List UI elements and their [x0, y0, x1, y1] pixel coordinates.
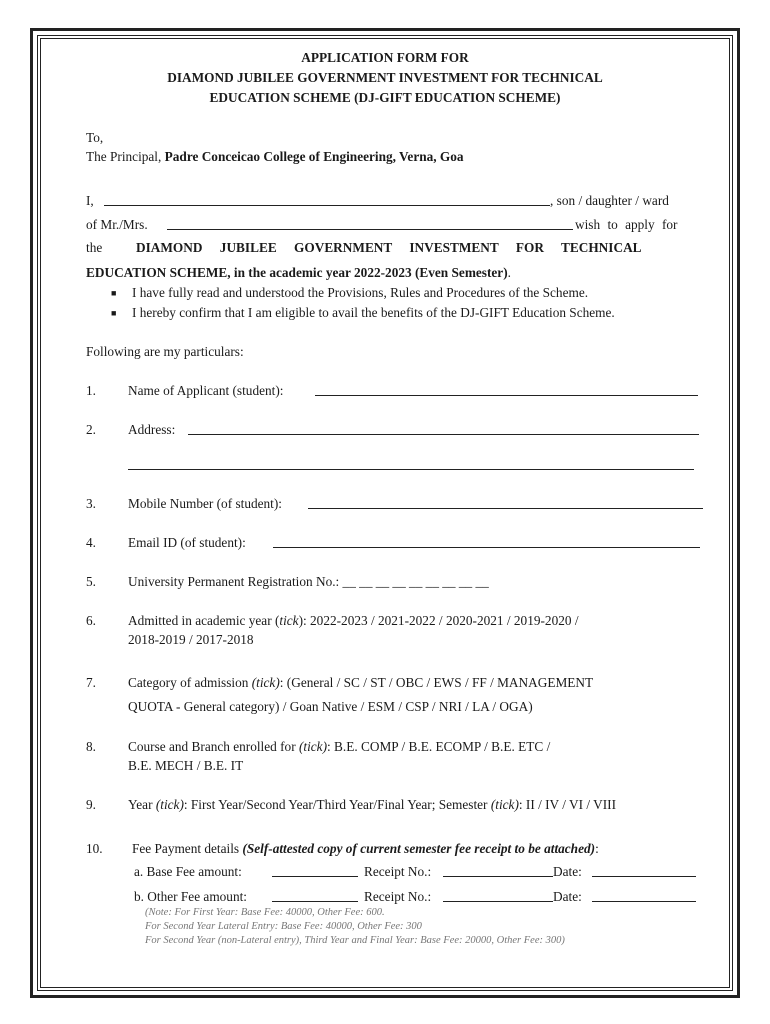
principal-prefix: The Principal,: [86, 149, 165, 164]
applicant-name-field[interactable]: [315, 383, 698, 396]
base-fee-label: a. Base Fee amount:: [134, 864, 242, 879]
fee-note-3: For Second Year (non-Lateral entry), Third Year and Final Year: Base Fee: 20000, Other Fee: 300): [145, 935, 565, 946]
declaration-the: the: [86, 240, 103, 255]
other-fee-field[interactable]: [272, 889, 358, 902]
salutation-to: To,: [86, 130, 104, 145]
applicant-name-label: Name of Applicant (student):: [128, 383, 284, 398]
item-number: 4.: [86, 535, 96, 550]
form-title-line1: APPLICATION FORM FOR: [301, 50, 469, 65]
admitted-year-options: ): 2022-2023 / 2021-2022 / 2020-2021 / 2019-2020 /: [298, 613, 579, 628]
declaration-bullet-1: I have fully read and understood the Provisions, Rules and Procedures of the Scheme.: [132, 285, 589, 300]
declaration-wish: wish to apply for: [575, 217, 678, 232]
semester-options: : II / IV / VI / VIII: [518, 797, 617, 812]
fee-attach-note: (Self-attested copy of current semester fee receipt to be attached): [242, 841, 596, 856]
scheme-name-line2: [86, 265, 511, 281]
item-number: 2.: [86, 422, 96, 437]
admitted-year-line2: 2018-2019 / 2017-2018: [128, 632, 254, 647]
base-fee-date-field[interactable]: [592, 864, 696, 877]
registration-no-label: University Permanent Registration No.: __ __ __ __ __ __ __ __ __: [128, 574, 489, 589]
admitted-year-pre: Admitted in academic year (: [128, 613, 280, 628]
particulars-heading: Following are my particulars:: [86, 344, 244, 359]
base-fee-date-label: Date:: [553, 864, 582, 879]
mobile-field[interactable]: [308, 496, 703, 509]
fee-note-2: For Second Year Lateral Entry: Base Fee: 40000, Other Fee: 300: [145, 921, 422, 932]
other-fee-receipt-field[interactable]: [443, 889, 553, 902]
category-line2: QUOTA - General category) / Goan Native / ESM / CSP / NRI / LA / OGA): [128, 699, 533, 714]
tick-note: (tick): [251, 675, 280, 690]
form-title-line3: EDUCATION SCHEME (DJ-GIFT EDUCATION SCHEME): [209, 90, 561, 105]
item-number: 10.: [86, 841, 103, 856]
category-line1: [128, 675, 593, 691]
scheme-name-part2: EDUCATION SCHEME, in the academic year 2022-2023 (Even Semester): [86, 265, 508, 280]
email-label: Email ID (of student):: [128, 535, 246, 550]
year-semester-line: [128, 797, 616, 813]
declaration-parent-label: of Mr./Mrs.: [86, 217, 148, 232]
mobile-label: Mobile Number (of student):: [128, 496, 282, 511]
item-number: 7.: [86, 675, 96, 690]
declaration-i-label: I,: [86, 193, 94, 208]
fee-payment-heading: [132, 841, 599, 857]
other-fee-receipt-label: Receipt No.:: [364, 889, 432, 904]
scheme-period: .: [507, 265, 511, 280]
address-label: Address:: [128, 422, 176, 437]
bullet-icon: ■: [111, 288, 117, 298]
tick-note: (tick): [155, 797, 184, 812]
item-number: 1.: [86, 383, 96, 398]
course-line1: [128, 739, 550, 755]
principal-line: [86, 149, 464, 165]
item-number: 5.: [86, 574, 96, 589]
course-options: : B.E. COMP / B.E. ECOMP / B.E. ETC /: [327, 739, 551, 754]
student-name-field[interactable]: [104, 193, 550, 206]
address-field-line1[interactable]: [188, 422, 699, 435]
form-title-line2: DIAMOND JUBILEE GOVERNMENT INVESTMENT FOR TECHNICAL: [167, 70, 603, 85]
email-field[interactable]: [273, 535, 700, 548]
category-pre: Category of admission: [128, 675, 252, 690]
fee-pre: Fee Payment details: [132, 841, 243, 856]
category-options: : (General / SC / ST / OBC / EWS / FF / MANAGEMENT: [279, 675, 594, 690]
address-field-line2[interactable]: [128, 457, 694, 470]
other-fee-label: b. Other Fee amount:: [134, 889, 247, 904]
other-fee-date-label: Date:: [553, 889, 582, 904]
item-number: 8.: [86, 739, 96, 754]
course-line2: B.E. MECH / B.E. IT: [128, 758, 244, 773]
course-pre: Course and Branch enrolled for: [128, 739, 299, 754]
item-number: 9.: [86, 797, 96, 812]
other-fee-date-field[interactable]: [592, 889, 696, 902]
admitted-year-line1: [128, 613, 579, 629]
declaration-bullet-2: I hereby confirm that I am eligible to avail the benefits of the DJ-GIFT Education Scheme.: [132, 305, 615, 320]
year-options: : First Year/Second Year/Third Year/Final Year; Semester: [183, 797, 491, 812]
tick-note: (tick): [298, 739, 328, 754]
scheme-name-part1: DIAMOND JUBILEE GOVERNMENT INVESTMENT FOR TECHNICAL: [136, 240, 642, 255]
college-name: Padre Conceicao College of Engineering, Verna, Goa: [164, 149, 464, 164]
parent-name-field[interactable]: [167, 217, 573, 230]
bullet-icon: ■: [111, 308, 117, 318]
base-fee-field[interactable]: [272, 864, 358, 877]
base-fee-receipt-label: Receipt No.:: [364, 864, 432, 879]
item-number: 3.: [86, 496, 96, 511]
fee-colon: :: [595, 841, 599, 856]
base-fee-receipt-field[interactable]: [443, 864, 553, 877]
year-pre: Year: [128, 797, 156, 812]
declaration-relation: , son / daughter / ward: [550, 193, 669, 208]
tick-note: tick: [279, 613, 299, 628]
fee-note-1: (Note: For First Year: Base Fee: 40000, Other Fee: 600.: [145, 907, 385, 918]
tick-note: (tick): [490, 797, 519, 812]
item-number: 6.: [86, 613, 96, 628]
